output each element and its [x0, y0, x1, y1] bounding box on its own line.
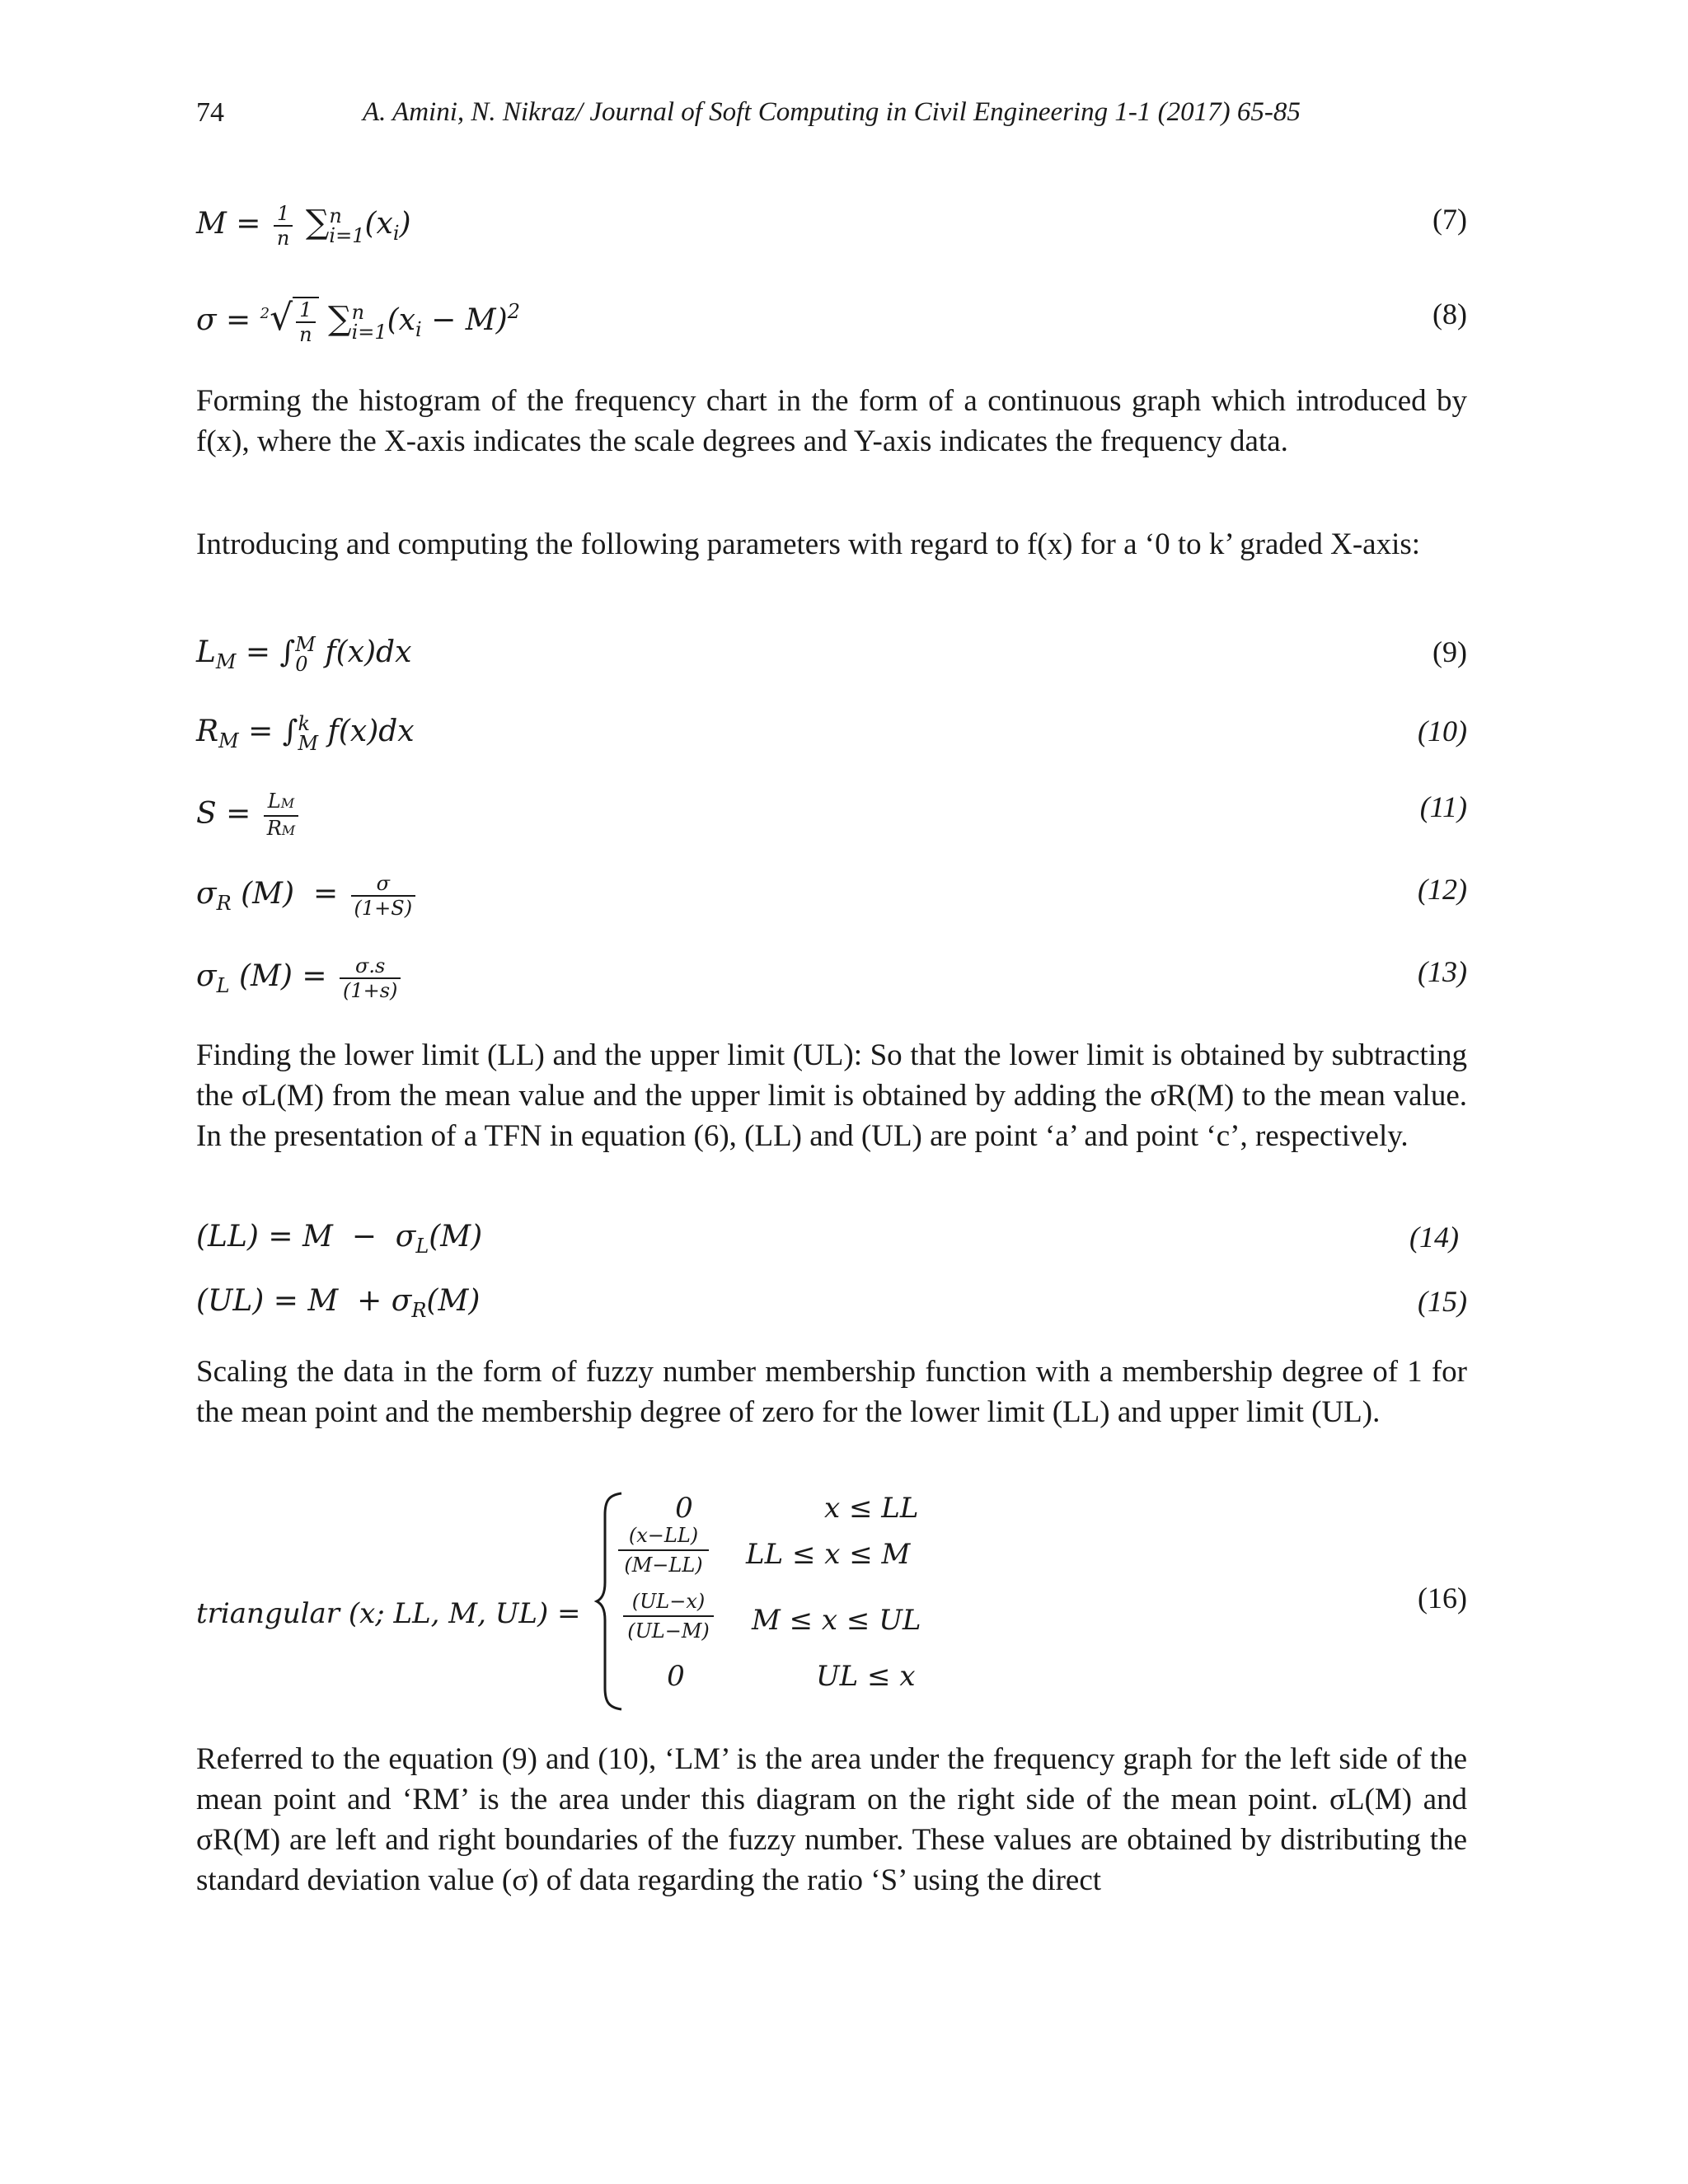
piecewise-condition-3: M ≤ x ≤ UL: [752, 1604, 921, 1637]
paragraph-1: Forming the histogram of the frequency chart in the form of a continuous graph which introduced by f(x), where the X-axis indicates the scale degrees and Y-axis indicates the frequency data.: [196, 384, 1467, 458]
equation-14: [196, 1220, 1467, 1286]
piecewise-condition-2: LL ≤ x ≤ M: [746, 1538, 911, 1571]
page-number: 74: [196, 97, 224, 128]
paragraph-5: Referred to the equation (9) and (10), ‘LM’ is the area under the frequency graph for the left side of the mean point and ‘RM’ is the area under this diagram on the right side of the mean point. σL(M) and σR(M) are left and right boundaries of the fuzzy number. These values are obtained by distributing the standard deviation value (σ) of data regarding the ratio ‘S’ using the direct: [196, 1742, 1467, 1897]
equation-8-number: (8): [1432, 298, 1467, 330]
piecewise-condition-1: x ≤ LL: [824, 1492, 919, 1525]
running-title: A. Amini, N. Nikraz/ Journal of Soft Computing in Civil Engineering 1-1 (2017) 65-85: [363, 97, 1301, 127]
equation-11: [196, 790, 1467, 855]
equation-14-number: (14): [1409, 1221, 1459, 1254]
equation-10: [196, 714, 1467, 780]
equation-10-formula: $R_M$ = ∫ k M f(x)dx: [196, 712, 415, 755]
equation-7-number: (7): [1432, 203, 1467, 236]
equation-15: [196, 1284, 1467, 1350]
piecewise-value-4: 0: [667, 1660, 685, 1693]
paragraph-2: Introducing and computing the following parameters with regard to f(x) for a ‘0 to k’ graded X-axis:: [196, 527, 1421, 561]
equation-7-formula: M = $\frac{1}{n}$ ∑ n i=1 $(x_i)$: [196, 202, 411, 250]
equation-11-formula: S = $\frac{LM}{RM}$: [196, 790, 302, 842]
equation-14-formula: $(LL) = M - \sigma_L(M)$: [196, 1220, 483, 1258]
equation-12-formula: $\sigma_R$ (M) = $\frac{\sigma}{(1+S)}$: [196, 872, 419, 920]
piecewise-lhs: triangular (x; LL, M, UL) =: [196, 1597, 581, 1630]
equation-9: [196, 635, 1467, 701]
piecewise-value-3: [623, 1587, 714, 1645]
piecewise-value-2-denominator: (M−LL): [624, 1554, 703, 1577]
equation-9-number: (9): [1432, 635, 1467, 668]
equation-15-formula: $(UL) = M + \sigma_R(M)$: [196, 1284, 481, 1322]
equation-12: [196, 872, 1467, 938]
paragraph-3: Finding the lower limit (LL) and the upper limit (UL): So that the lower limit is obtained by subtracting the σL(M) from the mean value and the upper limit is obtained by adding the σR(M) to the mean value. In the presentation of a TFN in equation (6), (LL) and (UL) are point ‘a’ and point ‘c’, respectively.: [196, 1038, 1467, 1153]
equation-11-number: (11): [1419, 790, 1467, 823]
piecewise-value-1: 0: [675, 1492, 693, 1525]
piecewise-value-2: [618, 1521, 709, 1579]
equation-16-number: (16): [1418, 1582, 1467, 1615]
piecewise-value-3-numerator: (UL−x): [623, 1587, 714, 1617]
equation-9-formula: $L_M$ = ∫ M 0 f(x)dx: [196, 633, 412, 676]
page-header: [0, 97, 1688, 138]
equation-7: [196, 202, 1467, 268]
piecewise-condition-4: UL ≤ x: [816, 1660, 916, 1693]
piecewise-value-2-numerator: (x−LL): [618, 1521, 709, 1551]
equation-10-number: (10): [1418, 715, 1467, 748]
equation-13: [196, 954, 1467, 1020]
equation-13-number: (13): [1418, 955, 1467, 988]
equation-15-number: (15): [1418, 1285, 1467, 1318]
paragraph-4: Scaling the data in the form of fuzzy number membership function with a membership degree of 1 for the mean point and the membership degree of zero for the lower limit (LL) and upper limit (UL).: [196, 1355, 1467, 1429]
equation-8: [196, 297, 1467, 363]
equation-12-number: (12): [1418, 873, 1467, 906]
piecewise-value-3-denominator: (UL−M): [627, 1619, 710, 1643]
equation-8-formula: σ = $^2$√ $\frac{1}{n}$ ∑ n i=1 $(x_i - M)^2$: [196, 297, 520, 346]
equation-13-formula: $\sigma_L$ (M) = $\frac{\sigma.s}{(1+s)}$: [196, 954, 404, 1002]
